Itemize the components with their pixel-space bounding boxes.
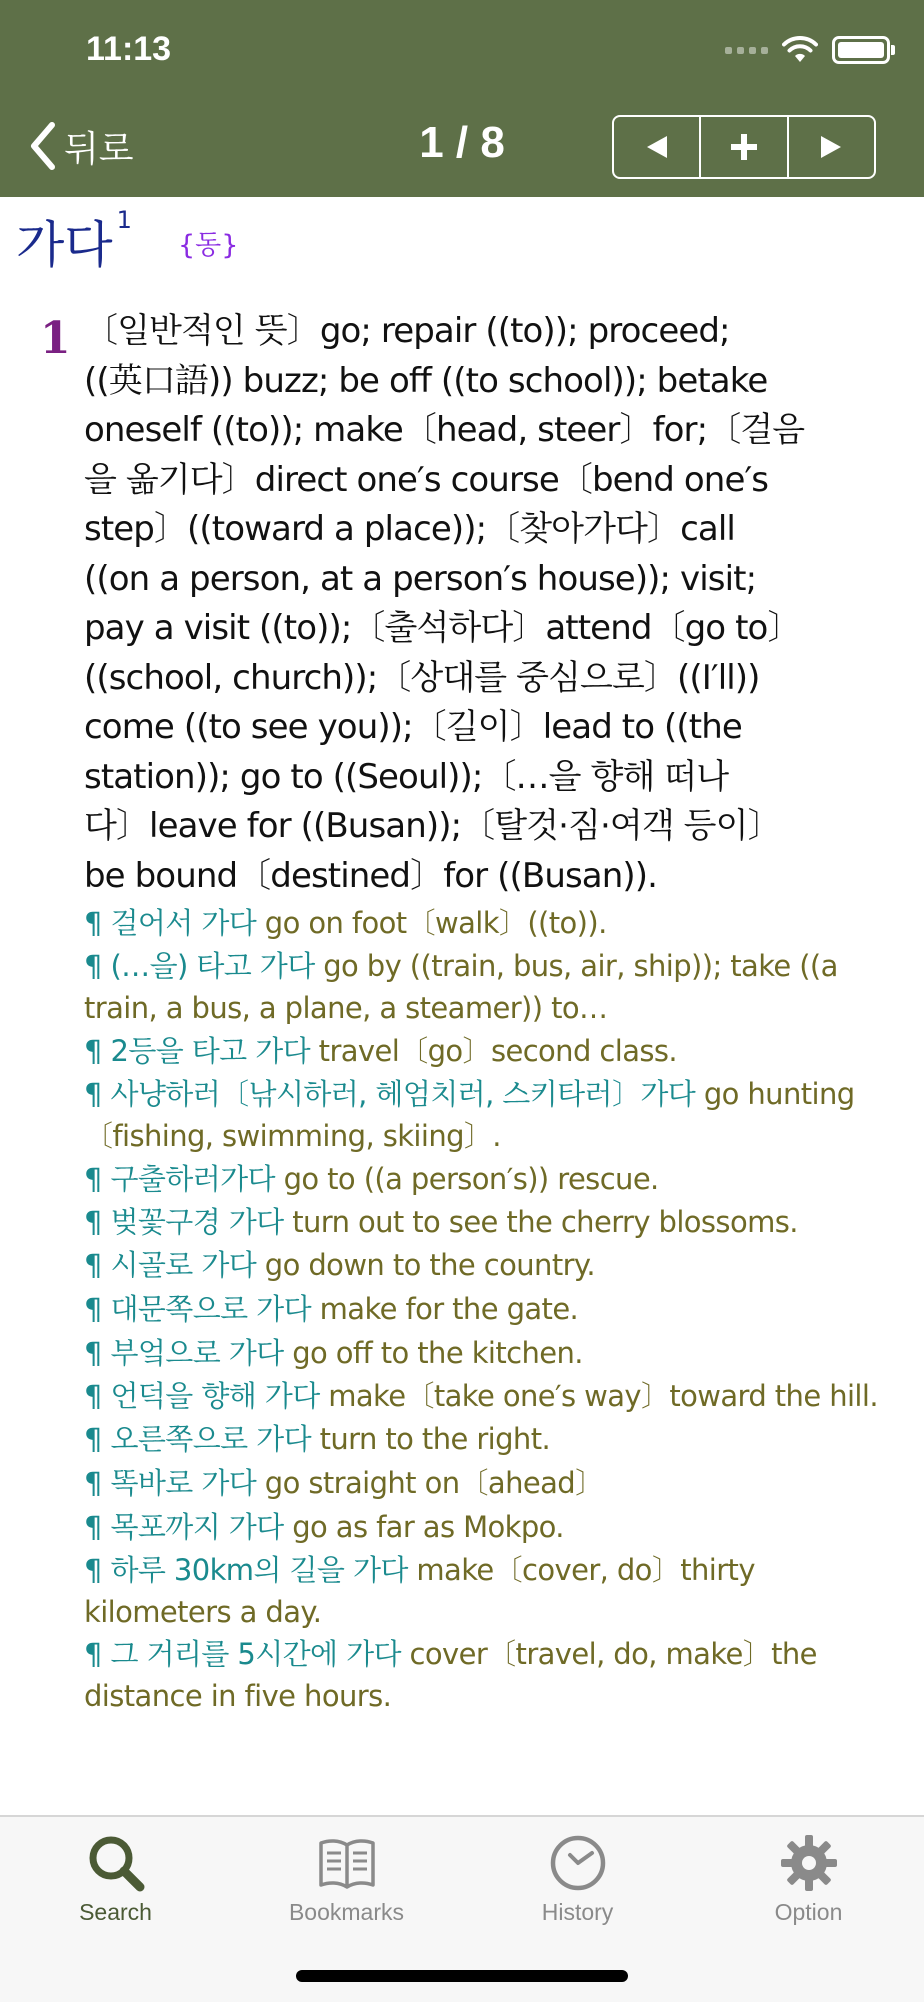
- example-item: [84, 1243, 904, 1287]
- example-korean: ¶ 대문쪽으로 가다: [84, 1292, 311, 1326]
- example-korean: ¶ 그 거리를 5시간에 가다: [84, 1637, 401, 1671]
- example-english: make〔cover, do〕thirty kilometers a day.: [84, 1553, 755, 1629]
- example-english: turn out to see the cherry blossoms.: [292, 1205, 798, 1239]
- example-korean: ¶ 2등을 타고 가다: [84, 1034, 311, 1068]
- example-item: [84, 1157, 904, 1201]
- example-item: [84, 1505, 904, 1549]
- wifi-icon: [782, 36, 818, 64]
- example-korean: ¶ 똑바로 가다: [84, 1466, 257, 1500]
- cellular-signal-icon: [725, 47, 768, 54]
- example-item: [84, 1375, 904, 1417]
- tab-label: Bookmarks: [288, 1899, 405, 1925]
- definition-text: [84, 307, 900, 901]
- example-korean: ¶ 사냥하러〔낚시하러, 헤엄치러, 스키타러〕가다: [84, 1077, 696, 1111]
- tab-option[interactable]: [693, 1817, 924, 1947]
- chevron-left-icon: [28, 121, 58, 171]
- tab-history[interactable]: [462, 1817, 693, 1947]
- navigation-header: [0, 0, 924, 197]
- example-english: travel〔go〕second class.: [318, 1034, 678, 1068]
- gear-icon: [777, 1831, 841, 1895]
- example-item: [84, 1201, 904, 1243]
- example-korean: ¶ 오른쪽으로 가다: [84, 1422, 311, 1456]
- definition-line: ((英口語)) buzz; be off ((to school)); betake: [84, 360, 768, 401]
- entry-navigation-control: [612, 115, 876, 179]
- search-icon: [84, 1831, 148, 1895]
- sense-number: 1: [40, 313, 71, 364]
- example-korean: ¶ 구출하러가다: [84, 1162, 275, 1196]
- example-english: go on foot〔walk〕((to)).: [264, 906, 607, 940]
- example-korean: ¶ (…을) 타고 가다: [84, 949, 315, 983]
- definition-line: step〕((toward a place));〔찾아가다〕call: [84, 509, 735, 549]
- example-korean: ¶ 하루 30km의 길을 가다: [84, 1553, 408, 1587]
- home-indicator: [296, 1970, 628, 1982]
- definition-line: 다〕leave for ((Busan));〔탈것·짐·여객 등이〕: [84, 806, 781, 846]
- example-item: [84, 1287, 904, 1331]
- example-item: [84, 1461, 904, 1505]
- tab-search[interactable]: [0, 1817, 231, 1947]
- example-item: [84, 1633, 904, 1717]
- example-english: go straight on〔ahead〕: [264, 1466, 604, 1500]
- next-entry-button[interactable]: [787, 117, 874, 177]
- example-item: [84, 1417, 904, 1461]
- example-english: make for the gate.: [319, 1292, 579, 1326]
- definition-line: 〔일반적인 뜻〕go; repair ((to)); proceed;: [84, 311, 730, 351]
- example-english: go to ((a person′s)) rescue.: [283, 1162, 659, 1196]
- definition-line: ((on a person, at a person′s house)); visit;: [84, 558, 757, 599]
- definition-line: be bound〔destined〕for ((Busan)).: [84, 855, 658, 896]
- back-button[interactable]: [28, 118, 134, 174]
- example-korean: ¶ 목포까지 가다: [84, 1510, 284, 1544]
- example-english: cover〔travel, do, make〕the distance in five hours.: [84, 1637, 817, 1713]
- example-english: go hunting〔fishing, swimming, skiing〕.: [84, 1077, 855, 1153]
- example-english: go down to the country.: [264, 1248, 595, 1282]
- definition-line: oneself ((to)); make〔head, steer〕for;〔걸음: [84, 410, 805, 450]
- example-korean: ¶ 벚꽃구경 가다: [84, 1205, 284, 1239]
- tab-bookmarks[interactable]: [231, 1817, 462, 1947]
- battery-icon: [832, 36, 890, 64]
- example-english: go as far as Mokpo.: [292, 1510, 564, 1544]
- example-item: [84, 945, 904, 1029]
- part-of-speech: {동}: [178, 230, 239, 261]
- tab-label: Search: [79, 1899, 152, 1925]
- page-indicator: 1 / 8: [419, 118, 505, 167]
- plus-icon: [729, 132, 759, 162]
- example-korean: ¶ 시골로 가다: [84, 1248, 257, 1282]
- status-time: 11:13: [86, 30, 172, 68]
- example-korean: ¶ 부엌으로 가다: [84, 1336, 284, 1370]
- example-english: go by ((train, bus, air, ship)); take ((a train, a bus, a plane, a steamer)) to…: [84, 949, 838, 1025]
- example-item: [84, 1029, 904, 1073]
- back-button-label: 뒤로: [64, 128, 134, 170]
- example-korean: ¶ 걸어서 가다: [84, 906, 257, 940]
- clock-icon: [546, 1831, 610, 1895]
- homograph-number: 1: [116, 206, 132, 235]
- example-item: [84, 1073, 904, 1157]
- example-item: [84, 1549, 904, 1633]
- example-item: [84, 901, 904, 945]
- headword: [16, 205, 132, 277]
- add-bookmark-button[interactable]: [699, 117, 786, 177]
- triangle-left-icon: [645, 134, 669, 160]
- dictionary-entry[interactable]: [0, 197, 924, 1815]
- book-icon: [315, 1831, 379, 1895]
- example-english: go off to the kitchen.: [292, 1336, 583, 1370]
- example-item: [84, 1331, 904, 1375]
- example-korean: ¶ 언덕을 향해 가다: [84, 1379, 320, 1413]
- definition-line: come ((to see you));〔길이〕lead to ((the: [84, 707, 742, 747]
- headword-text: 가다: [16, 216, 113, 274]
- definition-line: pay a visit ((to));〔출석하다〕attend〔go to〕: [84, 608, 801, 648]
- definition-line: station)); go to ((Seoul));〔…을 향해 떠나: [84, 756, 729, 797]
- tab-label: History: [541, 1899, 614, 1925]
- example-english: make〔take one′s way〕toward the hill.: [328, 1379, 878, 1413]
- example-list: [84, 901, 904, 1717]
- definition-line: ((school, church));〔상대를 중심으로〕((I′ll)): [84, 657, 760, 698]
- previous-entry-button[interactable]: [614, 117, 699, 177]
- status-icons: [725, 32, 890, 68]
- definition-line: 을 옮기다〕direct one′s course〔bend one′s: [84, 459, 769, 500]
- triangle-right-icon: [819, 134, 843, 160]
- tab-label: Option: [774, 1899, 843, 1925]
- example-english: turn to the right.: [319, 1422, 551, 1456]
